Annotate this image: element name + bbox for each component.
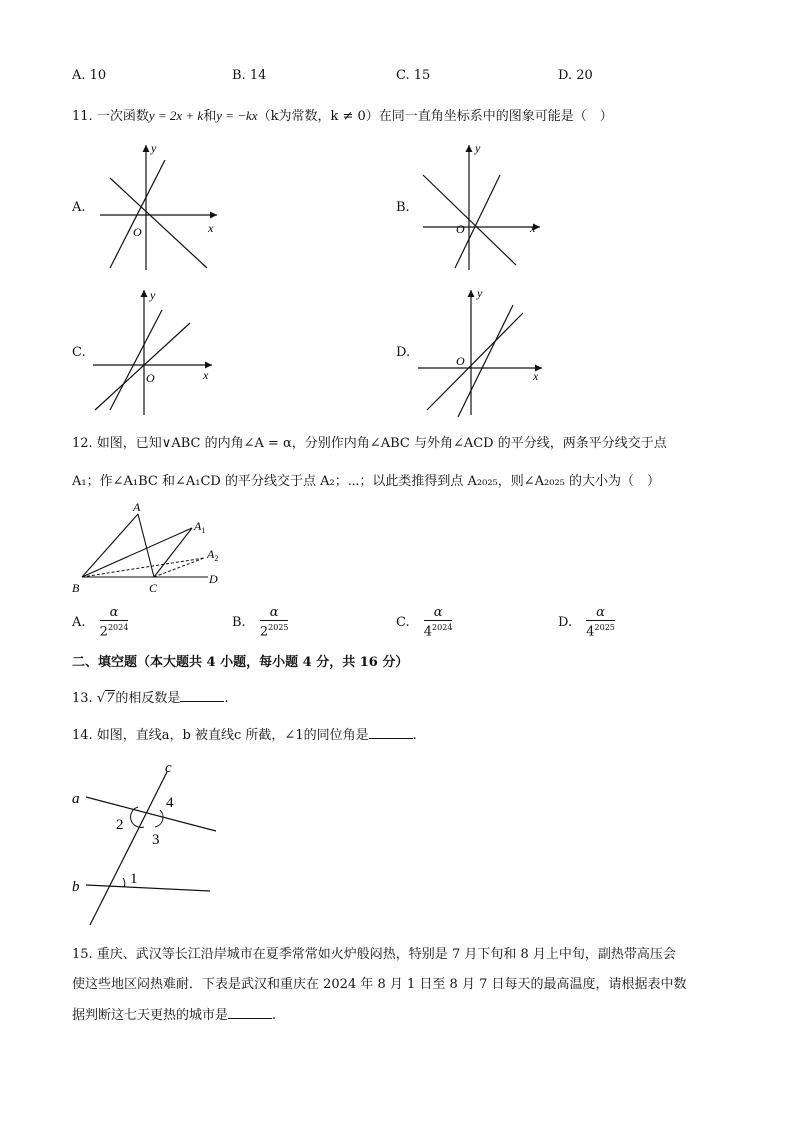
q14-stem — [72, 724, 417, 743]
q12-option-d — [558, 606, 615, 639]
origin-label: O — [133, 225, 142, 239]
label-b: b — [72, 879, 80, 895]
q11-condition: （k为常数，k ≠ 0）在同一直角坐标系中的图象可能是（ ） — [257, 109, 613, 124]
fraction — [424, 606, 453, 639]
q14-answer-blank — [369, 726, 413, 739]
radicand: 7 — [106, 691, 115, 706]
fraction — [586, 606, 615, 639]
label-a1: $A_1$ — [194, 519, 206, 535]
q11-formula-2: y = −kx — [216, 108, 258, 123]
line-b — [86, 885, 210, 891]
angle-label-3: 3 — [152, 832, 160, 848]
q14-text: 14. 如图，直线a，b 被直线c 所截，∠1的同位角是 — [72, 728, 369, 743]
q12-option-c — [396, 606, 452, 639]
x-label: x — [533, 369, 539, 383]
q15-stem-line-3 — [72, 1004, 276, 1023]
segment-ba1 — [82, 528, 192, 577]
x-label: x — [530, 221, 536, 235]
label-a2: $A_2$ — [207, 547, 219, 563]
x-label: x — [208, 221, 214, 235]
q13-period: . — [224, 691, 229, 706]
option-label: A. — [72, 615, 86, 631]
denominator: $4^{2024}$ — [423, 623, 453, 640]
denominator: $4^{2025}$ — [586, 623, 615, 640]
label-a: a — [72, 791, 80, 807]
q15-text: 据判断这七天更热的城市是 — [72, 1008, 229, 1023]
origin-label: O — [146, 371, 155, 385]
line-a — [86, 797, 216, 831]
q15-period: . — [272, 1008, 277, 1023]
graph-line-2 — [110, 160, 165, 268]
angle-3-arc — [155, 810, 163, 827]
numerator: α — [100, 606, 129, 621]
segment-ba — [82, 514, 138, 577]
q11-text-pre: 一次函数 — [96, 109, 149, 124]
x-label: x — [203, 368, 209, 382]
y-label: y — [477, 286, 483, 300]
graph-line-1 — [427, 313, 523, 410]
y-label: y — [475, 141, 481, 155]
q11-label-b: B. — [396, 200, 410, 215]
q14-figure — [68, 755, 228, 930]
q11-stem — [72, 105, 613, 124]
q12-stem-line-1: 12. 如图，已知∨ABC 的内角∠A = α，分别作内角∠ABC 与外角∠ACD 的平分线，两条平分线交于点 — [72, 436, 667, 451]
segment-ba2 — [82, 558, 204, 577]
q12-option-b — [232, 606, 288, 639]
q12-stem-line-2: A₁；作∠A₁BC 和∠A₁CD 的平分线交于点 A₂；⋯；以此类推得到点 A₂₀₂₅，则∠A₂₀₂₅ 的大小为（ ） — [72, 474, 661, 489]
q13-answer-blank — [180, 689, 224, 702]
numerator: α — [586, 606, 615, 621]
origin-label: O — [456, 222, 465, 236]
q10-option-c: C. 15 — [396, 68, 431, 83]
q13-stem — [72, 687, 229, 706]
q11-graph-c — [90, 285, 220, 420]
q11-number: 11. — [72, 109, 93, 124]
q10-option-d: D. 20 — [558, 68, 593, 83]
angle-label-1: 1 — [130, 871, 138, 887]
angle-label-2: 2 — [116, 817, 124, 833]
q10-option-a: A. 10 — [72, 68, 107, 83]
q11-label-d: D. — [396, 345, 411, 360]
section-2-title: 二、填空题（本大题共 4 小题，每小题 4 分，共 16 分） — [72, 655, 409, 670]
q11-graph-a — [95, 140, 225, 275]
q11-graph-b — [418, 140, 548, 275]
q11-label-a: A. — [72, 200, 86, 215]
q11-graph-d — [415, 285, 550, 420]
denominator: $2^{2024}$ — [99, 623, 129, 640]
q15-stem-line-2: 使这些地区闷热难耐．下表是武汉和重庆在 2024 年 8 月 1 日至 8 月 7 日每天的最高温度，请根据表中数 — [72, 977, 687, 992]
label-a: A — [133, 500, 141, 514]
q14-period: . — [412, 728, 417, 743]
graph-line-2 — [458, 305, 513, 417]
fraction — [100, 606, 129, 639]
graph-line-2 — [95, 323, 190, 410]
label-d: D — [209, 572, 218, 586]
y-label: y — [150, 288, 156, 302]
angle-1-arc — [123, 878, 125, 887]
y-label: y — [151, 141, 157, 155]
denominator: $2^{2025}$ — [259, 623, 289, 640]
fraction — [260, 606, 289, 639]
origin-label: O — [456, 354, 465, 368]
q12-option-a — [72, 606, 128, 639]
q13-text: 的相反数是 — [115, 691, 181, 706]
q13-number: 13. — [72, 691, 93, 706]
label-c: C — [149, 581, 158, 595]
sqrt-expression: √7 — [96, 691, 115, 706]
option-label: D. — [558, 615, 573, 631]
q10-option-b: B. 14 — [232, 68, 267, 83]
graph-line-1 — [110, 178, 207, 268]
line-c — [90, 772, 167, 925]
q11-label-c: C. — [72, 345, 86, 360]
label-b: B — [72, 581, 80, 595]
q12-figure — [70, 500, 230, 600]
graph-line-1 — [110, 310, 162, 410]
q11-formula-1: y = 2x + k — [148, 108, 204, 123]
q11-text-mid: 和 — [203, 109, 217, 124]
option-label: C. — [396, 615, 410, 631]
q15-stem-line-1: 15. 重庆、武汉等长江沿岸城市在夏季常常如火炉般闷热，特别是 7 月下旬和 8 月上中旬，副热带高压会 — [72, 947, 676, 962]
option-label: B. — [232, 615, 246, 631]
q15-answer-blank — [228, 1006, 272, 1019]
label-c: c — [165, 760, 172, 776]
numerator: α — [424, 606, 453, 621]
angle-label-4: 4 — [166, 795, 174, 811]
numerator: α — [260, 606, 289, 621]
